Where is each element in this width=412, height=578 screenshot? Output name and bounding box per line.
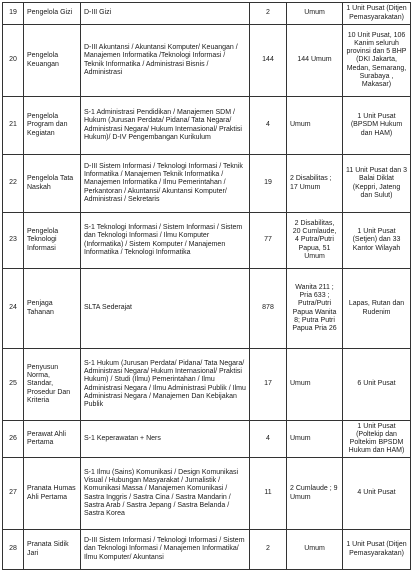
row-number: 25 bbox=[3, 349, 24, 421]
position-name: Penyusun Norma, Standar, Prosedur Dan Kriteria bbox=[24, 349, 81, 421]
table-row bbox=[3, 25, 411, 97]
quota-count: 77 bbox=[250, 213, 287, 269]
row-number: 28 bbox=[3, 530, 24, 570]
row-number: 24 bbox=[3, 269, 24, 349]
placement-location: 1 Unit Pusat (Setjen) dan 33 Kantor Wilayah bbox=[343, 213, 411, 269]
position-name: Pengelola Teknologi Informasi bbox=[24, 213, 81, 269]
qualification: S-1 Administrasi Pendidikan / Manajemen SDM / Hukum (Jurusan Perdata/ Pidana/ Tata Negara/ Administrasi Negara/ Hukum Internasional/ Praktisi Hukum)/ D-IV Pengembangan Kurikulum bbox=[81, 97, 250, 155]
placement-location: 1 Unit Pusat (Ditjen Pemasyarakatan) bbox=[343, 3, 411, 25]
qualification: S-1 Ilmu (Sains) Komunikasi / Design Komunikasi Visual / Hubungan Masyarakat / Jurnalistik / Komunikasi Massa / Manajemen Komunikasi / Sastra Inggris / Sastra Cina / Sastra Mandarin / Sastra Arab / Sastra Jepang / Sastra Belanda / Sastra Korea bbox=[81, 458, 250, 530]
quota-count: 2 bbox=[250, 530, 287, 570]
position-name: Pranata Humas Ahli Pertama bbox=[24, 458, 81, 530]
position-name: Penjaga Tahanan bbox=[24, 269, 81, 349]
quota-category: 2 Cumlaude ; 9 Umum bbox=[287, 458, 343, 530]
row-number: 21 bbox=[3, 97, 24, 155]
placement-location: 4 Unit Pusat bbox=[343, 458, 411, 530]
position-name: Pengelola Program dan Kegiatan bbox=[24, 97, 81, 155]
table-row bbox=[3, 269, 411, 349]
row-number: 27 bbox=[3, 458, 24, 530]
position-name: Pengelola Tata Naskah bbox=[24, 155, 81, 213]
quota-count: 2 bbox=[250, 3, 287, 25]
row-number: 19 bbox=[3, 3, 24, 25]
quota-category: Wanita 211 ; Pria 633 ; Putra/Putri Papua Wanita 8; Putra Putri Papua Pria 26 bbox=[287, 269, 343, 349]
quota-count: 19 bbox=[250, 155, 287, 213]
position-name: Perawat Ahli Pertama bbox=[24, 421, 81, 458]
table-row bbox=[3, 458, 411, 530]
table-row bbox=[3, 213, 411, 269]
table-row bbox=[3, 530, 411, 570]
quota-category: 2 Disabilitas ; 17 Umum bbox=[287, 155, 343, 213]
table-row bbox=[3, 97, 411, 155]
placement-location: 1 Unit Pusat (Ditjen Pemasyarakatan) bbox=[343, 530, 411, 570]
row-number: 20 bbox=[3, 25, 24, 97]
qualification: D-III Sistem Informasi / Teknologi Informasi / Sistem dan Teknologi Informasi / Manajemen Informatika/ Ilmu Komputer/ Akuntansi bbox=[81, 530, 250, 570]
qualification: S-1 Teknologi Informasi / Sistem Informasi / Sistem dan Teknologi Informasi / Ilmu Komputer (Informatika) / Sistem Komputer / Manajemen Informatika / Teknologi Informatika bbox=[81, 213, 250, 269]
placement-location: 10 Unit Pusat, 106 Kanim seluruh provinsi dan 5 BHP (DKI Jakarta, Medan, Semarang, Surabaya , Makasar) bbox=[343, 25, 411, 97]
quota-count: 17 bbox=[250, 349, 287, 421]
qualification: D-III Akuntansi / Akuntansi Komputer/ Keuangan / Manajemen Informatika /Teknologi Informasi / Teknik Informatika / Administrasi Bisnis / Administrasi bbox=[81, 25, 250, 97]
row-number: 26 bbox=[3, 421, 24, 458]
placement-location: 6 Unit Pusat bbox=[343, 349, 411, 421]
row-number: 22 bbox=[3, 155, 24, 213]
position-name: Pengelola Keuangan bbox=[24, 25, 81, 97]
table-row bbox=[3, 421, 411, 458]
placement-location: Lapas, Rutan dan Rudenim bbox=[343, 269, 411, 349]
placement-location: 1 Unit Pusat (Poltekip dan Poltekim BPSDM Hukum dan HAM) bbox=[343, 421, 411, 458]
table-row bbox=[3, 349, 411, 421]
quota-category: Umum bbox=[287, 349, 343, 421]
quota-category: Umum bbox=[287, 3, 343, 25]
quota-category: Umum bbox=[287, 421, 343, 458]
quota-count: 4 bbox=[250, 421, 287, 458]
position-name: Pengelola Gizi bbox=[24, 3, 81, 25]
quota-category: 144 Umum bbox=[287, 25, 343, 97]
quota-count: 144 bbox=[250, 25, 287, 97]
row-number: 23 bbox=[3, 213, 24, 269]
position-name: Pranata Sidik Jari bbox=[24, 530, 81, 570]
quota-category: Umum bbox=[287, 97, 343, 155]
table-row bbox=[3, 3, 411, 25]
placement-location: 11 Unit Pusat dan 3 Balai Diklat (Keppri, Jateng dan Sulut) bbox=[343, 155, 411, 213]
placement-location: 1 Unit Pusat (BPSDM Hukum dan HAM) bbox=[343, 97, 411, 155]
formation-table bbox=[2, 2, 411, 570]
qualification: SLTA Sederajat bbox=[81, 269, 250, 349]
quota-count: 878 bbox=[250, 269, 287, 349]
quota-count: 4 bbox=[250, 97, 287, 155]
qualification: S-1 Hukum (Jurusan Perdata/ Pidana/ Tata Negara/ Administrasi Negara/ Hukum Internasional/ Praktisi Hukum) / Studi (Ilmu) Pemerintahan / Ilmu Administrasi Negara / Ilmu Administrasi Publik / Ilmu Administrasi Negara / Manajemen Dan Kebijakan Publik bbox=[81, 349, 250, 421]
quota-count: 11 bbox=[250, 458, 287, 530]
table-row bbox=[3, 155, 411, 213]
quota-category: Umum bbox=[287, 530, 343, 570]
qualification: D-III Gizi bbox=[81, 3, 250, 25]
qualification: S-1 Keperawatan + Ners bbox=[81, 421, 250, 458]
qualification: D-III Sistem Informasi / Teknologi Informasi / Teknik Informatika / Manajemen Teknik Informatika / Manajemen Informatika / Ilmu Pemerintahan / Perkantoran / Akuntansi/ Akuntansi Komputer/ Administrasi / Sekretaris bbox=[81, 155, 250, 213]
quota-category: 2 Disabilitas, 20 Cumlaude, 4 Putra/Putri Papua, 51 Umum bbox=[287, 213, 343, 269]
